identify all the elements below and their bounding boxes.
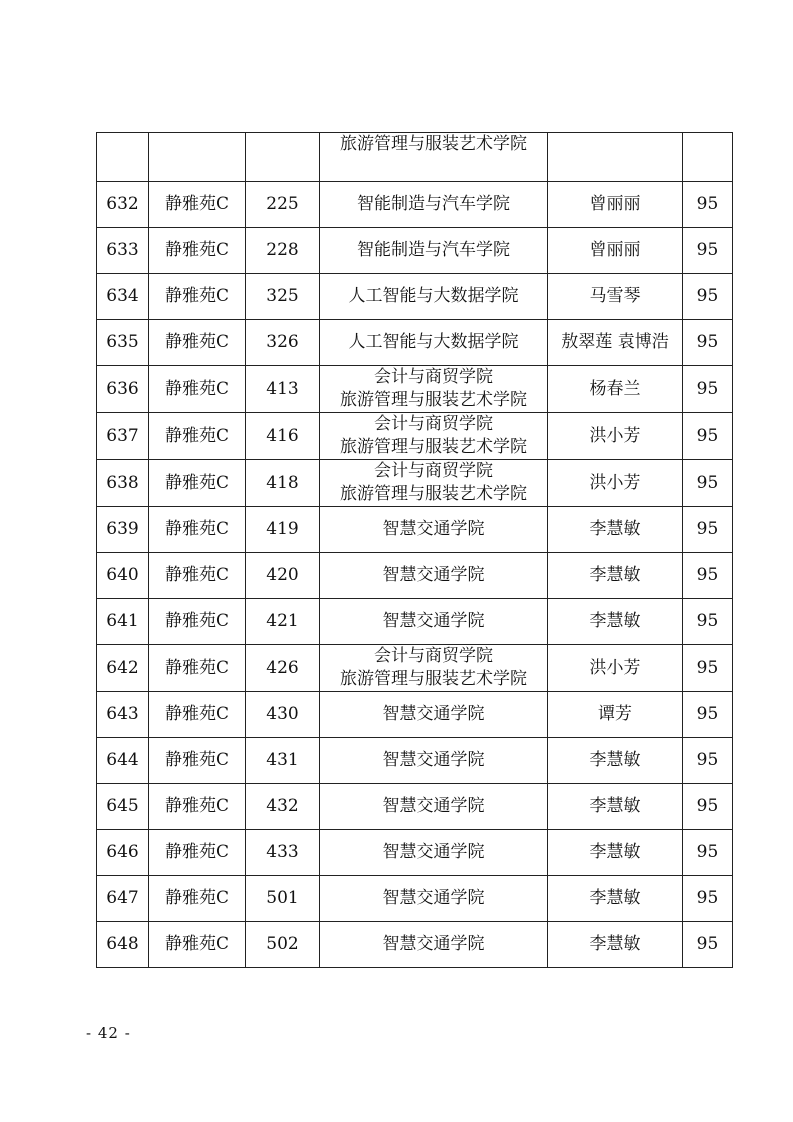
cell-person: 李慧敏	[548, 830, 683, 876]
college-line: 智能制造与汽车学院	[357, 194, 510, 214]
cell-person	[548, 133, 683, 182]
dormitory-score-table	[96, 132, 733, 968]
cell-building: 静雅苑C	[149, 507, 246, 553]
cell-room: 420	[246, 553, 320, 599]
cell-no: 646	[97, 830, 149, 876]
cell-person: 李慧敏	[548, 876, 683, 922]
cell-room: 501	[246, 876, 320, 922]
cell-college	[320, 553, 548, 599]
cell-no: 633	[97, 228, 149, 274]
cell-no: 636	[97, 366, 149, 413]
cell-score: 95	[683, 274, 733, 320]
college-line: 旅游管理与服装艺术学院	[340, 669, 527, 689]
table-row	[97, 460, 733, 507]
cell-person: 马雪琴	[548, 274, 683, 320]
cell-building: 静雅苑C	[149, 830, 246, 876]
table-row	[97, 366, 733, 413]
cell-person: 杨春兰	[548, 366, 683, 413]
cell-no: 647	[97, 876, 149, 922]
cell-building: 静雅苑C	[149, 784, 246, 830]
cell-room: 413	[246, 366, 320, 413]
cell-building	[149, 133, 246, 182]
cell-no	[97, 133, 149, 182]
college-line: 智能制造与汽车学院	[357, 240, 510, 260]
cell-building: 静雅苑C	[149, 274, 246, 320]
cell-room: 326	[246, 320, 320, 366]
cell-score: 95	[683, 553, 733, 599]
college-line: 旅游管理与服装艺术学院	[340, 484, 527, 504]
cell-score: 95	[683, 599, 733, 645]
page-number: - 42 -	[86, 1024, 131, 1042]
college-line: 旅游管理与服装艺术学院	[340, 390, 527, 410]
cell-score: 95	[683, 645, 733, 692]
cell-score: 95	[683, 922, 733, 968]
college-line: 智慧交通学院	[382, 519, 485, 539]
cell-score: 95	[683, 692, 733, 738]
cell-college	[320, 460, 548, 507]
cell-score: 95	[683, 228, 733, 274]
cell-score: 95	[683, 784, 733, 830]
cell-college	[320, 692, 548, 738]
cell-college	[320, 320, 548, 366]
cell-building: 静雅苑C	[149, 876, 246, 922]
cell-score: 95	[683, 830, 733, 876]
cell-college	[320, 507, 548, 553]
cell-college	[320, 830, 548, 876]
college-line: 智慧交通学院	[382, 796, 485, 816]
cell-room: 421	[246, 599, 320, 645]
cell-score: 95	[683, 460, 733, 507]
cell-person: 李慧敏	[548, 507, 683, 553]
cell-building: 静雅苑C	[149, 366, 246, 413]
cell-person: 曾丽丽	[548, 228, 683, 274]
table-row	[97, 413, 733, 460]
cell-college	[320, 413, 548, 460]
cell-score: 95	[683, 738, 733, 784]
cell-college	[320, 133, 548, 182]
cell-room: 418	[246, 460, 320, 507]
cell-no: 635	[97, 320, 149, 366]
cell-person: 李慧敏	[548, 738, 683, 784]
cell-score: 95	[683, 182, 733, 228]
cell-score: 95	[683, 366, 733, 413]
college-line: 会计与商贸学院	[374, 461, 493, 481]
cell-room: 228	[246, 228, 320, 274]
table-row	[97, 922, 733, 968]
cell-college	[320, 274, 548, 320]
cell-no: 643	[97, 692, 149, 738]
college-line: 旅游管理与服装艺术学院	[340, 437, 527, 457]
cell-person: 李慧敏	[548, 922, 683, 968]
college-line: 智慧交通学院	[382, 611, 485, 631]
cell-room: 502	[246, 922, 320, 968]
cell-no: 638	[97, 460, 149, 507]
table-row	[97, 784, 733, 830]
cell-score	[683, 133, 733, 182]
cell-no: 644	[97, 738, 149, 784]
cell-building: 静雅苑C	[149, 553, 246, 599]
cell-no: 645	[97, 784, 149, 830]
table-row	[97, 507, 733, 553]
cell-college	[320, 182, 548, 228]
cell-college	[320, 738, 548, 784]
cell-room: 419	[246, 507, 320, 553]
cell-building: 静雅苑C	[149, 599, 246, 645]
cell-no: 634	[97, 274, 149, 320]
cell-person: 洪小芳	[548, 645, 683, 692]
college-line: 智慧交通学院	[382, 565, 485, 585]
college-line: 会计与商贸学院	[374, 414, 493, 434]
cell-score: 95	[683, 876, 733, 922]
table-row	[97, 876, 733, 922]
college-line: 人工智能与大数据学院	[348, 332, 519, 352]
cell-room: 416	[246, 413, 320, 460]
table-row	[97, 645, 733, 692]
cell-building: 静雅苑C	[149, 460, 246, 507]
cell-room: 426	[246, 645, 320, 692]
college-line: 智慧交通学院	[382, 842, 485, 862]
cell-building: 静雅苑C	[149, 228, 246, 274]
cell-college	[320, 922, 548, 968]
cell-room	[246, 133, 320, 182]
table-row	[97, 738, 733, 784]
cell-room: 325	[246, 274, 320, 320]
table-row	[97, 320, 733, 366]
table-row	[97, 830, 733, 876]
cell-building: 静雅苑C	[149, 692, 246, 738]
cell-college	[320, 599, 548, 645]
cell-building: 静雅苑C	[149, 182, 246, 228]
cell-score: 95	[683, 413, 733, 460]
college-line: 智慧交通学院	[382, 750, 485, 770]
table-row	[97, 228, 733, 274]
cell-building: 静雅苑C	[149, 320, 246, 366]
table-row	[97, 599, 733, 645]
table-row	[97, 182, 733, 228]
table-row	[97, 692, 733, 738]
cell-person: 李慧敏	[548, 599, 683, 645]
cell-score: 95	[683, 320, 733, 366]
college-line: 会计与商贸学院	[374, 367, 493, 387]
cell-person: 洪小芳	[548, 413, 683, 460]
cell-person: 李慧敏	[548, 784, 683, 830]
cell-person: 洪小芳	[548, 460, 683, 507]
cell-no: 648	[97, 922, 149, 968]
cell-person: 谭芳	[548, 692, 683, 738]
college-line: 人工智能与大数据学院	[348, 286, 519, 306]
college-line: 会计与商贸学院	[374, 646, 493, 666]
college-line: 智慧交通学院	[382, 704, 485, 724]
cell-college	[320, 876, 548, 922]
cell-room: 431	[246, 738, 320, 784]
college-line: 智慧交通学院	[382, 934, 485, 954]
cell-room: 432	[246, 784, 320, 830]
cell-building: 静雅苑C	[149, 738, 246, 784]
cell-building: 静雅苑C	[149, 922, 246, 968]
cell-person: 敖翠莲 袁博浩	[548, 320, 683, 366]
cell-college	[320, 645, 548, 692]
college-line: 旅游管理与服装艺术学院	[340, 134, 527, 154]
cell-person: 李慧敏	[548, 553, 683, 599]
cell-person: 曾丽丽	[548, 182, 683, 228]
cell-no: 637	[97, 413, 149, 460]
cell-room: 225	[246, 182, 320, 228]
cell-room: 430	[246, 692, 320, 738]
cell-college	[320, 228, 548, 274]
table-row-continued	[97, 133, 733, 182]
cell-college	[320, 784, 548, 830]
cell-college	[320, 366, 548, 413]
table-row	[97, 274, 733, 320]
table-row	[97, 553, 733, 599]
cell-no: 632	[97, 182, 149, 228]
cell-room: 433	[246, 830, 320, 876]
cell-no: 640	[97, 553, 149, 599]
cell-no: 642	[97, 645, 149, 692]
cell-no: 639	[97, 507, 149, 553]
cell-score: 95	[683, 507, 733, 553]
cell-building: 静雅苑C	[149, 413, 246, 460]
cell-no: 641	[97, 599, 149, 645]
cell-building: 静雅苑C	[149, 645, 246, 692]
college-line: 智慧交通学院	[382, 888, 485, 908]
